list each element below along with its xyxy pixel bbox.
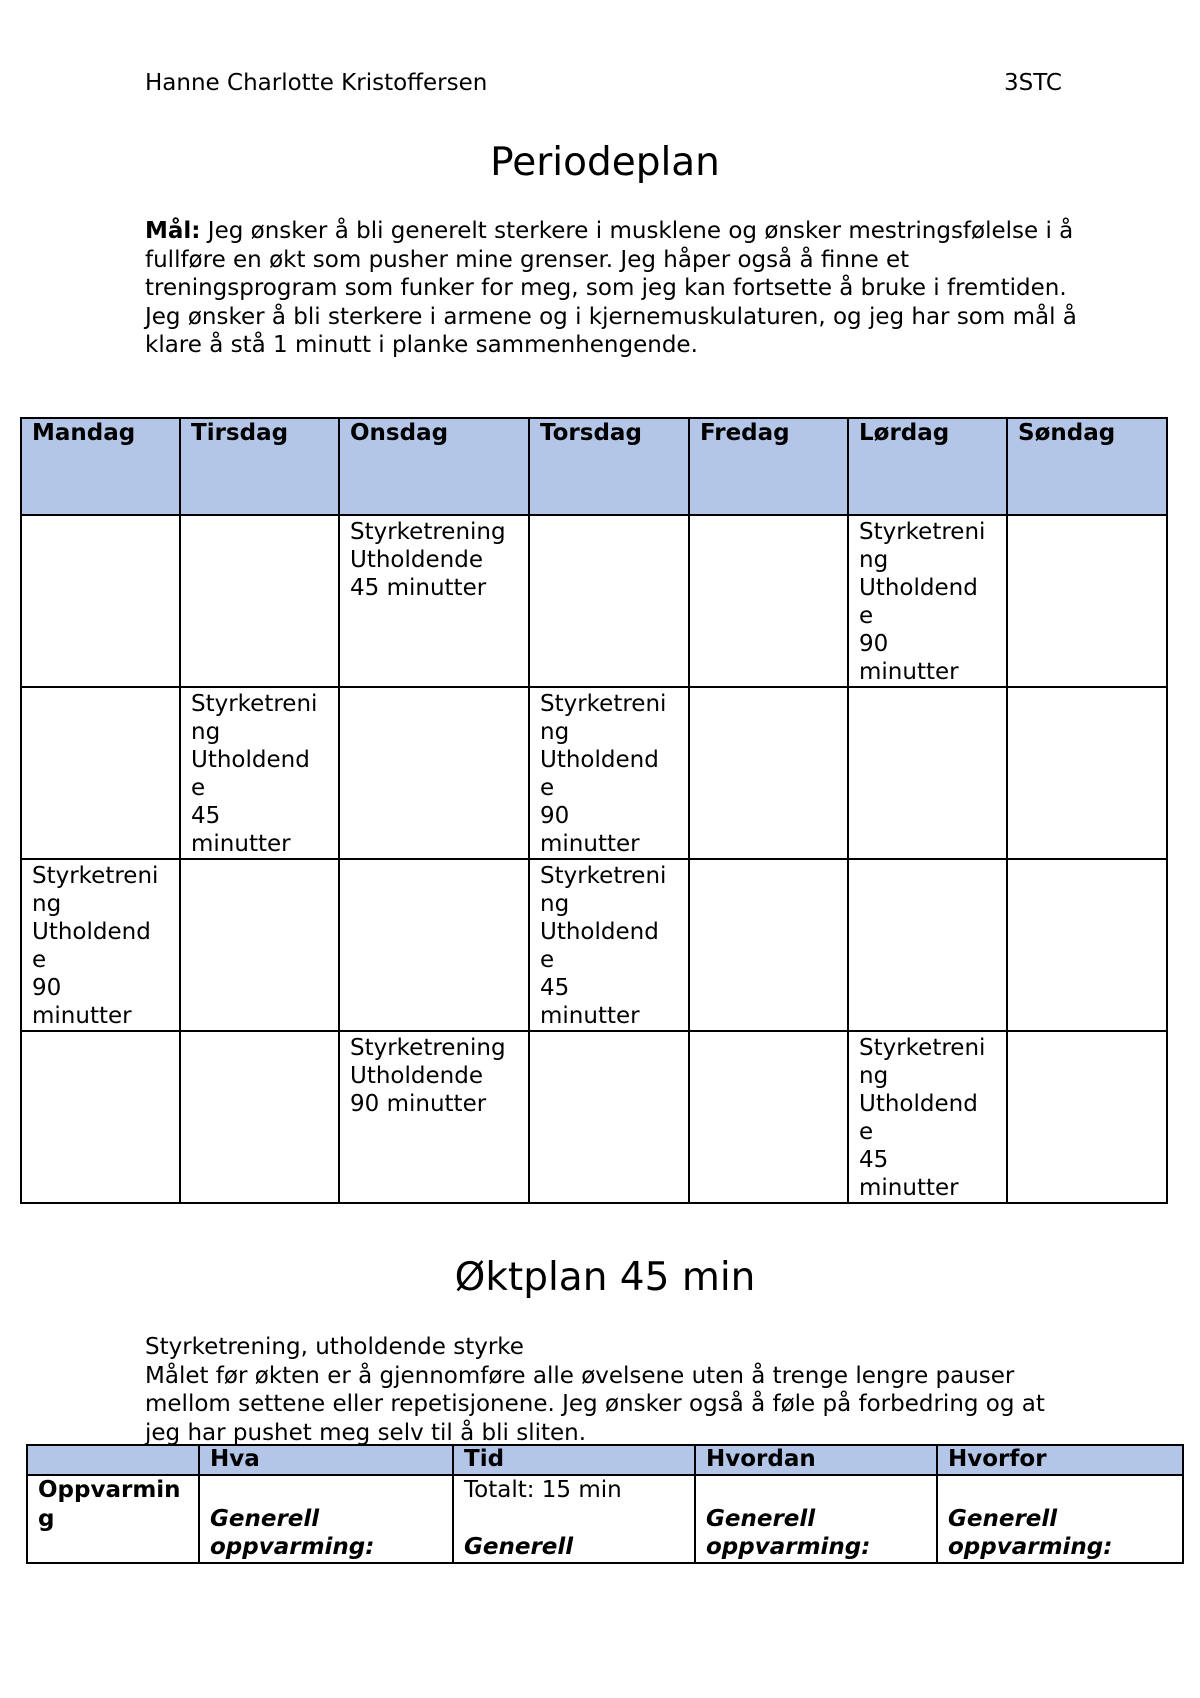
session-title: Øktplan 45 min [454,1255,756,1300]
table-cell [180,515,339,687]
author-name: Hanne Charlotte Kristoffersen [145,70,488,96]
goal-paragraph [145,217,1085,360]
table-cell [21,687,180,859]
column-header-hvordan: Hvordan [695,1445,937,1475]
table-cell: Styrketreni ng Utholdend e 90 minutter [848,515,1007,687]
tid-total: Totalt: 15 min [464,1477,622,1503]
column-header-hva: Hva [199,1445,453,1475]
day-header: Mandag [21,418,180,515]
table-cell [339,859,529,1031]
table-cell [848,687,1007,859]
table-cell: Styrketreni ng Utholdend e 90 minutter [21,859,180,1031]
session-type: Styrketrening, utholdende styrke [145,1334,524,1360]
day-header: Lørdag [848,418,1007,515]
page-title: Periodeplan [490,140,720,185]
day-header: Torsdag [529,418,689,515]
table-cell [339,687,529,859]
period-plan-table [20,417,1168,1204]
table-cell: Styrketrening Utholdende 90 minutter [339,1031,529,1203]
table-cell [689,687,848,859]
table-row [21,687,1167,859]
table-cell [1007,1031,1167,1203]
hvorfor-text: Generell oppvarming: [948,1505,1113,1560]
hva-text: Generell oppvarming: [210,1505,375,1560]
table-cell [21,515,180,687]
day-header: Tirsdag [180,418,339,515]
table-cell [180,1031,339,1203]
hvordan-text: Generell oppvarming: [706,1505,871,1560]
table-cell [453,1475,695,1563]
table-cell [180,859,339,1031]
table-cell: Styrketreni ng Utholdend e 45 minutter [848,1031,1007,1203]
column-header [27,1445,199,1475]
table-row [21,859,1167,1031]
table-cell: Styrketreni ng Utholdend e 45 minutter [529,859,689,1031]
table-cell [21,1031,180,1203]
row-label: Oppvarming [27,1475,199,1563]
column-header-tid: Tid [453,1445,695,1475]
table-cell [1007,687,1167,859]
table-cell: Styrketreni ng Utholdend e 90 minutter [529,687,689,859]
table-row [27,1475,1183,1563]
session-plan-table [26,1444,1184,1564]
table-cell [1007,515,1167,687]
tid-item: Generell [464,1534,574,1560]
table-cell [529,1031,689,1203]
table-cell [689,859,848,1031]
table-row [21,1031,1167,1203]
table-cell: Styrketrening Utholdende 45 minutter [339,515,529,687]
table-cell: Styrketreni ng Utholdend e 45 minutter [180,687,339,859]
day-header: Søndag [1007,418,1167,515]
session-intro [145,1333,1075,1447]
table-cell [689,515,848,687]
table-cell [848,859,1007,1031]
table-cell [1007,859,1167,1031]
class-code: 3STC [1004,70,1062,96]
table-row [21,515,1167,687]
column-header-hvorfor: Hvorfor [937,1445,1183,1475]
table-header-row [27,1445,1183,1475]
table-header-row [21,418,1167,515]
session-goal: Målet før økten er å gjennomføre alle øvelsene uten å trenge lengre pauser mellom settene eller repetisjonene. Jeg ønsker også å føle på forbedring og at jeg har pushet meg selv til å bli sliten. [145,1362,1045,1446]
goal-text: Jeg ønsker å bli generelt sterkere i musklene og ønsker mestringsfølelse i å fullføre en økt som pusher mine grenser. Jeg håper også å finne et treningsprogram som funker for meg, som jeg kan fortsette å bruke i fremtiden. Jeg ønsker å bli sterkere i armene og i kjernemuskulaturen, og jeg har som mål å klare å stå 1 minutt i planke sammenhengende. [145,218,1077,358]
table-cell [199,1475,453,1563]
table-cell [937,1475,1183,1563]
table-cell [689,1031,848,1203]
table-cell [695,1475,937,1563]
goal-label: Mål: [145,218,201,244]
day-header: Onsdag [339,418,529,515]
day-header: Fredag [689,418,848,515]
table-cell [529,515,689,687]
